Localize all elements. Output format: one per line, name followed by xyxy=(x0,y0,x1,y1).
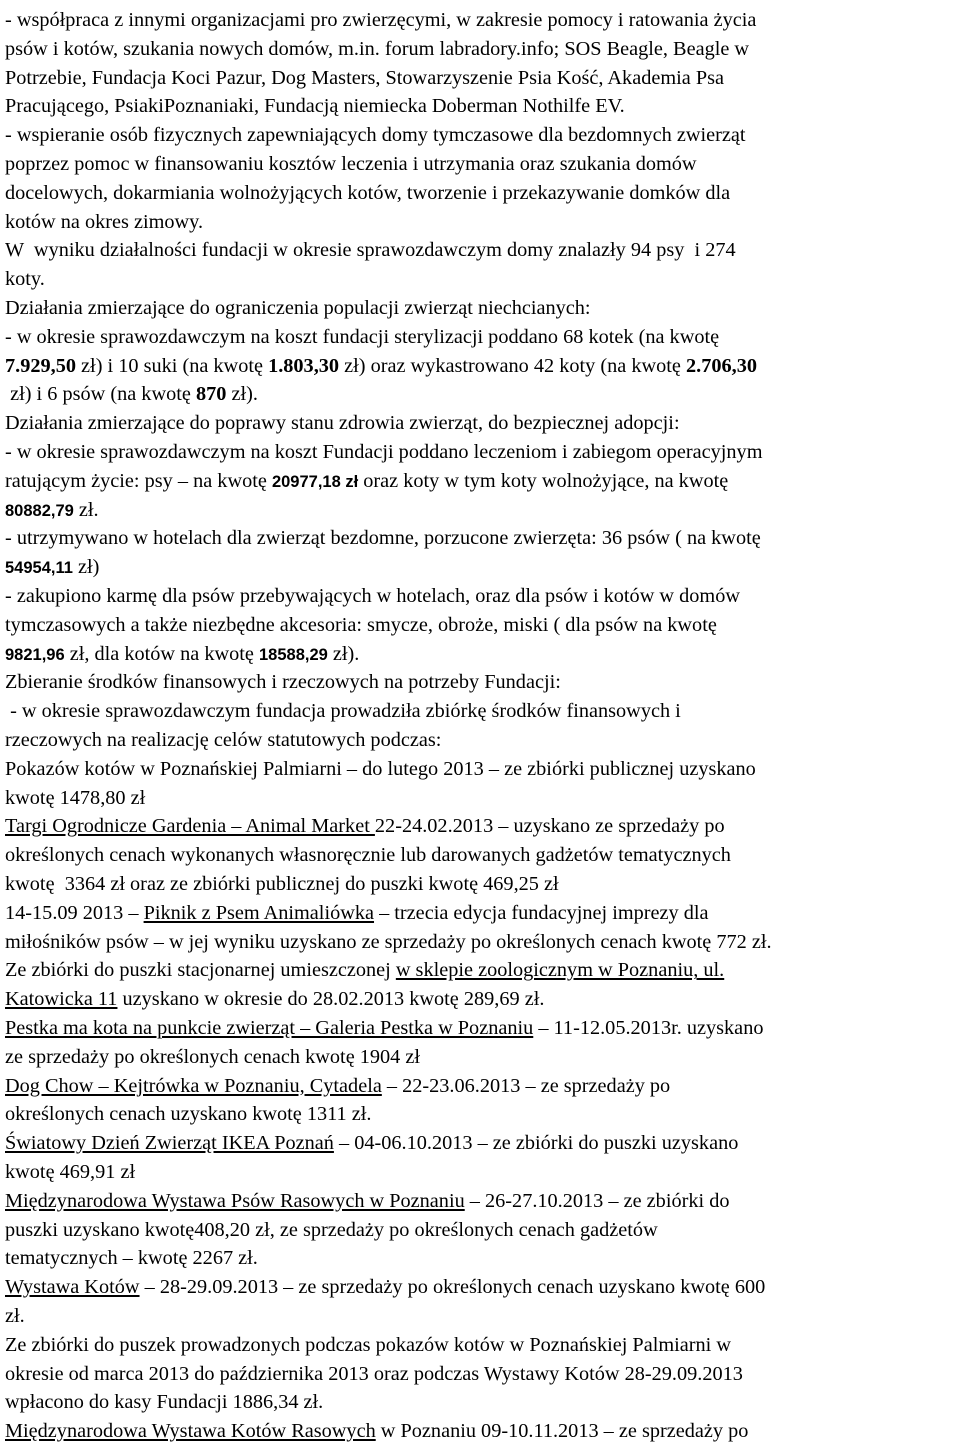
text-segment: zł). xyxy=(327,642,360,665)
text-line xyxy=(5,553,99,583)
text-line xyxy=(5,1244,258,1273)
text-line xyxy=(5,236,736,265)
text-segment: - utrzymywano w hotelach dla zwierząt bezdomne, porzucone zwierzęta: 36 psów ( na kwotę xyxy=(5,527,761,550)
text-line xyxy=(5,352,757,381)
text-segment: kwotę 469,91 zł xyxy=(5,1161,136,1183)
underlined-text: Międzynarodowa Wystawa Kotów Rasowych xyxy=(5,1420,376,1443)
text-line xyxy=(5,265,45,294)
text-segment: zł. xyxy=(73,498,99,521)
text-segment: – 22-23.06.2013 – ze sprzedaży po xyxy=(381,1074,671,1097)
text-segment: zł) i 6 psów (na kwotę xyxy=(5,383,196,406)
text-line xyxy=(5,1273,765,1302)
text-segment: – trzecia edycja fundacyjnej imprezy dla xyxy=(374,901,709,924)
underlined-text: w sklepie zoologicznym w Poznaniu, ul. xyxy=(395,959,725,982)
text-line xyxy=(5,697,681,726)
text-line xyxy=(5,179,730,208)
text-segment: – 28-29.09.2013 – ze sprzedaży po określonych cenach uzyskano kwotę 600 xyxy=(139,1276,766,1299)
text-line xyxy=(5,1043,420,1072)
text-segment: wpłacono do kasy Fundacji 1886,34 zł. xyxy=(5,1391,324,1414)
text-segment: zł). xyxy=(226,383,258,406)
text-segment: puszki uzyskano kwotę408,20 zł, ze sprzedaży po określonych cenach gadżetów xyxy=(5,1218,658,1241)
text-segment: zł) oraz wykastrowano 42 koty (na kwotę xyxy=(339,354,686,377)
underlined-text: Pestka ma kota na punkcie zwierząt – Galeria Pestka w Poznaniu xyxy=(5,1017,534,1039)
text-line xyxy=(5,985,544,1014)
text-segment: Ze zbiórki do puszki stacjonarnej umieszczonej xyxy=(5,959,396,982)
text-line xyxy=(5,1331,731,1360)
text-segment: Działania zmierzające do poprawy stanu zdrowia zwierząt, do bezpiecznej adopcji: xyxy=(5,412,680,435)
text-line xyxy=(5,640,359,670)
text-line xyxy=(5,121,746,150)
text-line xyxy=(5,6,756,35)
text-segment: określonych cenach uzyskano kwotę 1311 zł. xyxy=(5,1103,372,1126)
text-line xyxy=(5,64,724,93)
text-line xyxy=(5,1216,658,1245)
text-line xyxy=(5,380,258,409)
text-line xyxy=(5,755,756,784)
text-line xyxy=(5,1388,323,1417)
text-segment: zł, dla kotów na kwotę xyxy=(64,642,259,665)
text-segment: określonych cenach wykonanych własnoręcznie lub darowanych gadżetów tematycznych xyxy=(5,844,731,867)
text-segment: - współpraca z innymi organizacjami pro zwierzęcymi, w zakresie pomocy i ratowania życia xyxy=(5,9,757,31)
text-segment: - zakupiono karmę dla psów przebywających w hotelach, oraz dla psów i kotów w domów xyxy=(5,585,740,607)
text-segment: Zbieranie środków finansowych i rzeczowych na potrzeby Fundacji: xyxy=(5,671,561,694)
text-line xyxy=(5,870,559,899)
underlined-text: Targi Ogrodnicze Gardenia – Animal Market xyxy=(5,815,375,838)
text-segment: okresie od marca 2013 do października 2013 oraz podczas Wystawy Kotów 28-29.09.2013 xyxy=(5,1362,743,1385)
text-line xyxy=(5,1100,371,1129)
text-line xyxy=(5,323,719,352)
text-segment: 22-24.02.2013 – uzyskano ze sprzedaży po xyxy=(374,815,725,838)
text-segment: tematycznych – kwotę 2267 zł. xyxy=(5,1247,258,1270)
text-line xyxy=(5,784,145,813)
text-line xyxy=(5,668,561,697)
text-line xyxy=(5,726,441,755)
text-segment: ze sprzedaży po określonych cenach kwotę 1904 zł xyxy=(5,1045,421,1068)
text-segment: - w okresie sprawozdawczym fundacja prowadziła zbiórkę środków finansowych i xyxy=(5,700,681,723)
text-segment: poprzez pomoc w finansowaniu kosztów leczenia i utrzymania oraz szukania domów xyxy=(5,153,697,175)
underlined-text: Światowy Dzień Zwierząt IKEA Poznań xyxy=(5,1132,334,1155)
text-segment: w Poznaniu 09-10.11.2013 – ze sprzedaży po xyxy=(375,1420,749,1443)
text-line xyxy=(5,1014,763,1043)
bold-amount: 2.706,30 xyxy=(685,354,757,377)
text-line xyxy=(5,611,717,640)
text-line xyxy=(5,1302,25,1331)
text-line xyxy=(5,841,731,870)
text-segment: kwotę 3364 zł oraz ze zbiórki publicznej do puszki kwotę 469,25 zł xyxy=(5,873,559,895)
text-line xyxy=(5,582,740,611)
text-segment: zł) i 10 suki (na kwotę xyxy=(75,354,269,377)
underlined-text: Dog Chow – Kejtrówka w Poznaniu, Cytadela xyxy=(5,1074,382,1097)
text-segment: Pokazów kotów w Poznańskiej Palmiarni – do lutego 2013 – ze zbiórki publicznej uzyskano xyxy=(5,757,756,780)
text-line xyxy=(5,899,709,928)
text-line xyxy=(5,208,203,237)
text-line xyxy=(5,1187,729,1216)
text-segment: rzeczowych na realizację celów statutowych podczas: xyxy=(5,729,442,751)
underlined-text: Międzynarodowa Wystawa Psów Rasowych w Poznaniu xyxy=(5,1189,465,1212)
bold-amount: 7.929,50 xyxy=(5,354,76,377)
text-segment: kwotę 1478,80 zł xyxy=(5,786,146,809)
text-segment: Potrzebie, Fundacja Koci Pazur, Dog Masters, Stowarzyszenie Psia Kość, Akademia Psa xyxy=(5,66,725,89)
text-line xyxy=(5,928,772,957)
text-segment: Pracującego, PsiakiPoznaniaki, Fundacją niemiecka Doberman Nothilfe EV. xyxy=(5,95,625,118)
text-line xyxy=(5,812,725,841)
text-line xyxy=(5,35,749,64)
text-line xyxy=(5,1158,135,1187)
text-line xyxy=(5,92,625,121)
text-segment: ratującym życie: psy – na kwotę xyxy=(5,469,272,492)
bold-amount: 1.803,30 xyxy=(268,354,340,377)
bold-amount: 9821,96 xyxy=(5,645,65,664)
bold-amount: 870 xyxy=(195,383,227,406)
text-segment: – 04-06.10.2013 – ze zbiórki do puszki uzyskano xyxy=(333,1132,739,1155)
text-line xyxy=(5,409,680,438)
text-line xyxy=(5,1129,738,1158)
text-segment: - w okresie sprawozdawczym na koszt fundacji sterylizacji poddano 68 kotek (na kwotę xyxy=(5,325,720,348)
text-segment: – 26-27.10.2013 – ze zbiórki do xyxy=(464,1189,730,1212)
text-line xyxy=(5,1417,748,1446)
text-segment: uzyskano w okresie do 28.02.2013 kwotę 289,69 zł. xyxy=(117,988,545,1011)
text-segment: Działania zmierzające do ograniczenia populacji zwierząt niechcianych: xyxy=(5,297,591,319)
text-line xyxy=(5,438,762,467)
text-segment: tymczasowych a także niezbędne akcesoria: smycze, obroże, miski ( dla psów na kwotę xyxy=(5,613,717,636)
text-segment: – 11-12.05.2013r. uzyskano xyxy=(533,1017,764,1039)
bold-amount: 18588,29 xyxy=(258,645,328,664)
text-segment: zł. xyxy=(5,1305,25,1327)
underlined-text: Piknik z Psem Animaliówka xyxy=(143,901,375,924)
text-segment: psów i kotów, szukania nowych domów, m.in. forum labradory.info; SOS Beagle, Beagle w xyxy=(5,37,750,60)
underlined-text: Katowicka 11 xyxy=(5,988,118,1011)
text-segment: zł) xyxy=(72,556,100,579)
text-line xyxy=(5,496,99,526)
text-segment: oraz koty w tym koty wolnożyjące, na kwotę xyxy=(358,469,729,492)
text-segment: docelowych, dokarmiania wolnożyjących kotów, tworzenie i przekazywanie domków dla xyxy=(5,181,731,204)
text-line xyxy=(5,294,591,323)
underlined-text: Wystawa Kotów xyxy=(5,1276,140,1299)
bold-amount: 54954,11 xyxy=(5,559,73,578)
text-line xyxy=(5,956,724,985)
bold-amount: 80882,79 xyxy=(5,501,74,520)
text-segment: Ze zbiórki do puszek prowadzonych podczas pokazów kotów w Poznańskiej Palmiarni w xyxy=(5,1333,731,1356)
text-segment: W wyniku działalności fundacji w okresie sprawozdawczym domy znalazły 94 psy i 274 xyxy=(5,239,736,262)
text-segment: - wspieranie osób fizycznych zapewniających domy tymczasowe dla bezdomnych zwierząt xyxy=(5,124,746,147)
text-line xyxy=(5,524,761,553)
text-segment: koty. xyxy=(5,268,45,291)
bold-amount: 20977,18 zł xyxy=(271,472,359,491)
text-segment: 14-15.09 2013 – xyxy=(5,901,144,924)
text-segment: kotów na okres zimowy. xyxy=(5,210,204,233)
text-segment: - w okresie sprawozdawczym na koszt Fundacji poddano leczeniom i zabiegom operacyjnym xyxy=(5,441,763,463)
text-line xyxy=(5,1360,743,1389)
text-line xyxy=(5,1072,670,1101)
text-segment: miłośników psów – w jej wyniku uzyskano ze sprzedaży po określonych cenach kwotę 772 zł. xyxy=(5,930,772,953)
text-line xyxy=(5,150,697,179)
text-line xyxy=(5,467,728,497)
